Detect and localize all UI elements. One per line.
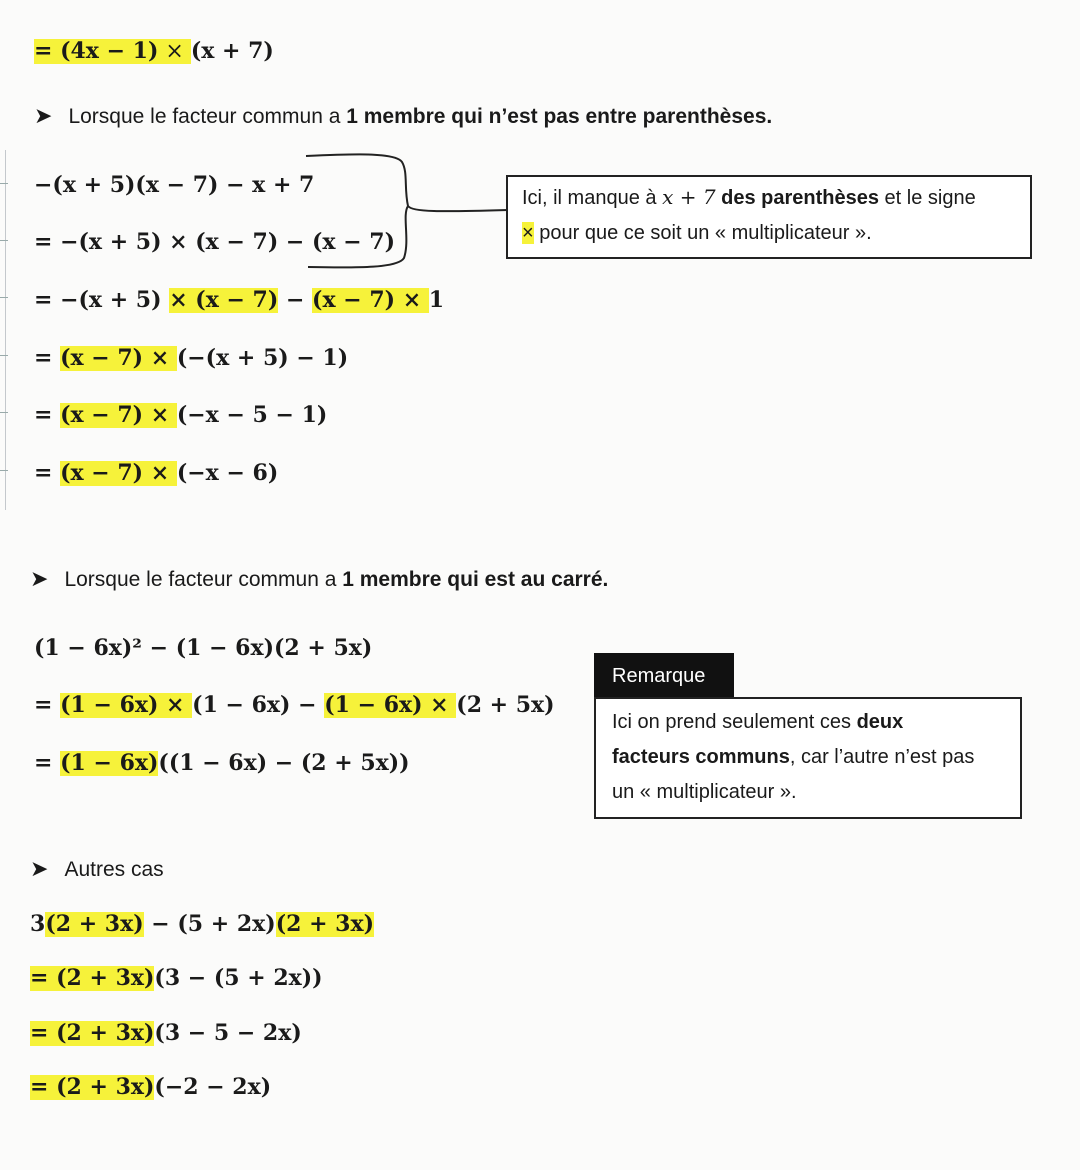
arrow-icon: ➤ bbox=[34, 103, 53, 128]
eq-line: (1 − 6x)² − (1 − 6x)(2 + 5x) bbox=[34, 635, 373, 661]
note-box bbox=[506, 175, 1032, 259]
eq-line: −(x + 5)(x − 7) − x + 7 bbox=[34, 172, 315, 198]
section2-heading: ➤ Lorsque le facteur commun a 1 membre qui est au carré. bbox=[30, 566, 609, 591]
remarque-line-1: Ici on prend seulement ces deux bbox=[612, 711, 904, 733]
section3-heading: ➤ Autres cas bbox=[30, 856, 164, 881]
eq-line: = −(x + 5) × (x − 7) − (x − 7) × 1 bbox=[34, 287, 445, 313]
eq-line: = (2 + 3x)(3 − (5 + 2x)) bbox=[30, 965, 323, 991]
eq-line: = −(x + 5) × (x − 7) − (x − 7) bbox=[34, 229, 396, 255]
eq-line: = (1 − 6x) × (1 − 6x) − (1 − 6x) × (2 + 5x) bbox=[34, 692, 555, 718]
remarque-line-3: un « multiplicateur ». bbox=[612, 781, 797, 803]
eq-line: = (x − 7) × (−(x + 5) − 1) bbox=[34, 345, 349, 371]
eq-line: = (2 + 3x)(−2 − 2x) bbox=[30, 1074, 272, 1100]
eq-line: = (x − 7) × (−x − 6) bbox=[34, 460, 279, 486]
hl-factor: = (4x − 1) × bbox=[34, 38, 191, 64]
remarque-line-2: facteurs communs, car l’autre n’est pas bbox=[612, 746, 975, 768]
eq-line: = (1 − 6x)((1 − 6x) − (2 + 5x)) bbox=[34, 750, 410, 776]
note-line-2: × pour que ce soit un « multiplicateur ». bbox=[522, 222, 872, 244]
eq-line: = (x − 7) × (−x − 5 − 1) bbox=[34, 402, 328, 428]
top-equation: = (4x − 1) × (x + 7) bbox=[34, 38, 274, 64]
note-line-1: Ici, il manque à x + 7 des parenthèses et le signe bbox=[522, 185, 976, 209]
eq-line: 3(2 + 3x) − (5 + 2x)(2 + 3x) bbox=[30, 911, 374, 937]
eq-line: = (2 + 3x)(3 − 5 − 2x) bbox=[30, 1020, 302, 1046]
arrow-icon: ➤ bbox=[30, 566, 49, 591]
remarque-label: Remarque bbox=[594, 653, 734, 699]
arrow-icon: ➤ bbox=[30, 856, 49, 881]
remarque-box bbox=[594, 697, 1022, 819]
section1-heading: ➤ Lorsque le facteur commun a 1 membre qui n’est pas entre parenthèses. bbox=[34, 103, 773, 128]
